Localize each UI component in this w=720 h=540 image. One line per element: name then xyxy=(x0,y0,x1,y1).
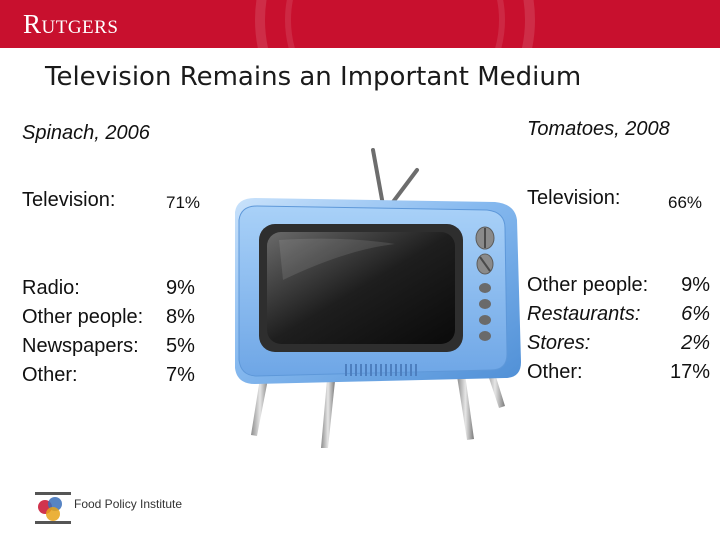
right-row-label: Other people: xyxy=(527,274,649,296)
left-row-value: 8% xyxy=(166,306,195,328)
right-row-value: 17% xyxy=(669,361,710,383)
right-row-value: 6% xyxy=(681,303,710,325)
left-row-value: 9% xyxy=(166,277,195,299)
left-heading: Spinach, 2006 xyxy=(22,122,150,144)
right-heading: Tomatoes, 2008 xyxy=(527,118,670,140)
left-row-value: 7% xyxy=(166,364,195,386)
university-seal-watermark-inner xyxy=(285,0,505,48)
left-row-label: Other: xyxy=(22,364,78,386)
retro-television-icon xyxy=(195,140,535,455)
right-row-label: Restaurants: xyxy=(527,303,641,325)
left-row-label: Radio: xyxy=(22,277,80,299)
food-policy-institute-logo xyxy=(35,492,71,524)
right-row-value: 2% xyxy=(681,332,710,354)
right-row-label: Stores: xyxy=(527,332,591,354)
left-television-label: Television: xyxy=(22,189,116,211)
left-row-value: 5% xyxy=(166,335,195,357)
right-television-label: Television: xyxy=(527,187,621,209)
slide-title: Television Remains an Important Medium xyxy=(45,62,582,92)
header-banner xyxy=(0,0,720,48)
right-television-value: 66% xyxy=(668,193,703,212)
right-row-value: 9% xyxy=(681,274,710,296)
left-row-label: Newspapers: xyxy=(22,335,139,357)
footer-institute-name: Food Policy Institute xyxy=(74,497,183,511)
right-row-label: Other: xyxy=(527,361,583,383)
rutgers-logo: Rutgers xyxy=(23,9,119,39)
left-television-value: 71% xyxy=(166,193,201,212)
left-row-label: Other people: xyxy=(22,306,144,328)
